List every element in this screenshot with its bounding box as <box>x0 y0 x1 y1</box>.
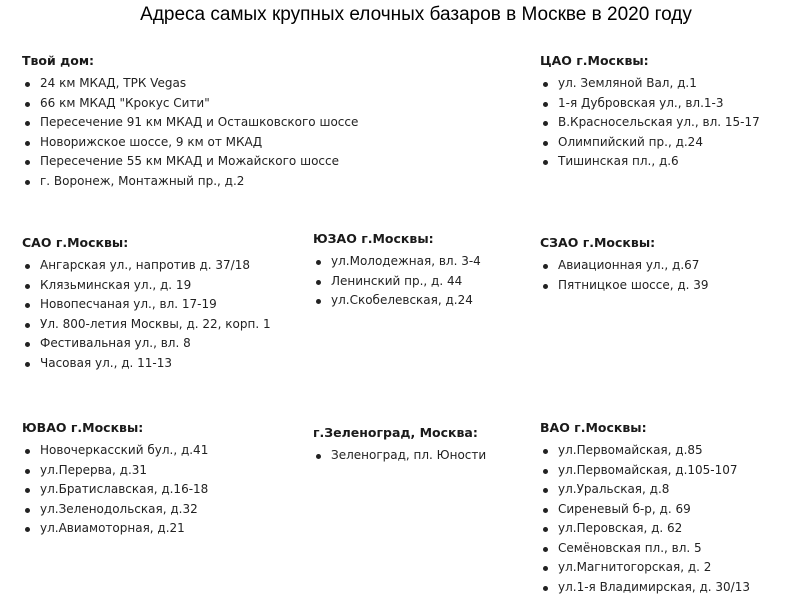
address-item: ул.Братиславская, д.16-18 <box>22 480 208 500</box>
address-item: Ленинский пр., д. 44 <box>313 272 481 292</box>
section-tvoy-dom <box>22 53 358 191</box>
address-item: ул.Скобелевская, д.24 <box>313 291 481 311</box>
address-item: Авиационная ул., д.67 <box>540 256 709 276</box>
address-list <box>313 446 486 466</box>
section-heading: Твой дом: <box>22 53 95 68</box>
address-item: ул.Магнитогорская, д. 2 <box>540 558 750 578</box>
section-yuzao <box>313 231 481 311</box>
section-heading: САО г.Москвы: <box>22 235 129 250</box>
address-item: Клязьминская ул., д. 19 <box>22 276 271 296</box>
address-item: Фестивальная ул., вл. 8 <box>22 334 271 354</box>
address-item: Новорижское шоссе, 9 км от МКАД <box>22 133 358 153</box>
address-list <box>540 256 709 295</box>
section-heading: г.Зеленоград, Москва: <box>313 425 478 440</box>
address-item: 1-я Дубровская ул., вл.1-3 <box>540 94 760 114</box>
address-item: ул.Перовская, д. 62 <box>540 519 750 539</box>
section-heading: СЗАО г.Москвы: <box>540 235 656 250</box>
section-zelenograd <box>313 425 486 466</box>
address-list <box>313 252 481 311</box>
address-item: Пересечение 91 км МКАД и Осташковского шоссе <box>22 113 358 133</box>
section-heading: ВАО г.Москвы: <box>540 420 647 435</box>
address-item: Зеленоград, пл. Юности <box>313 446 486 466</box>
address-item: ул.Первомайская, д.85 <box>540 441 750 461</box>
address-item: ул. Земляной Вал, д.1 <box>540 74 760 94</box>
address-item: ул.Перерва, д.31 <box>22 461 208 481</box>
address-item: ул.Молодежная, вл. 3-4 <box>313 252 481 272</box>
address-item: ул.1-я Владимирская, д. 30/13 <box>540 578 750 598</box>
address-item: Пятницкое шоссе, д. 39 <box>540 276 709 296</box>
address-item: Семёновская пл., вл. 5 <box>540 539 750 559</box>
address-item: Ул. 800-летия Москвы, д. 22, корп. 1 <box>22 315 271 335</box>
section-heading: ЮВАО г.Москвы: <box>22 420 144 435</box>
address-item: г. Воронеж, Монтажный пр., д.2 <box>22 172 358 192</box>
section-szao <box>540 235 709 295</box>
address-item: Олимпийский пр., д.24 <box>540 133 760 153</box>
address-list <box>22 256 271 373</box>
address-list <box>540 441 750 597</box>
address-list <box>22 441 208 539</box>
address-item: ул.Первомайская, д.105-107 <box>540 461 750 481</box>
address-item: Тишинская пл., д.6 <box>540 152 760 172</box>
address-item: Сиреневый б-р, д. 69 <box>540 500 750 520</box>
section-sao <box>22 235 271 373</box>
address-item: ул.Уральская, д.8 <box>540 480 750 500</box>
address-item: ул.Зеленодольская, д.32 <box>22 500 208 520</box>
address-item: Новочеркасский бул., д.41 <box>22 441 208 461</box>
address-item: Ангарская ул., напротив д. 37/18 <box>22 256 271 276</box>
section-cao <box>540 53 760 172</box>
page-title: Адреса самых крупных елочных базаров в Москве в 2020 году <box>140 4 692 25</box>
address-item: Часовая ул., д. 11-13 <box>22 354 271 374</box>
address-item: Новопесчаная ул., вл. 17-19 <box>22 295 271 315</box>
address-item: Пересечение 55 км МКАД и Можайского шоссе <box>22 152 358 172</box>
section-heading: ЮЗАО г.Москвы: <box>313 231 434 246</box>
address-item: 66 км МКАД "Крокус Сити" <box>22 94 358 114</box>
section-yuvao <box>22 420 208 539</box>
section-heading: ЦАО г.Москвы: <box>540 53 649 68</box>
address-list <box>22 74 358 191</box>
address-item: 24 км МКАД, ТРК Vegas <box>22 74 358 94</box>
address-list <box>540 74 760 172</box>
section-vao <box>540 420 750 597</box>
address-item: ул.Авиамоторная, д.21 <box>22 519 208 539</box>
address-item: В.Красносельская ул., вл. 15-17 <box>540 113 760 133</box>
